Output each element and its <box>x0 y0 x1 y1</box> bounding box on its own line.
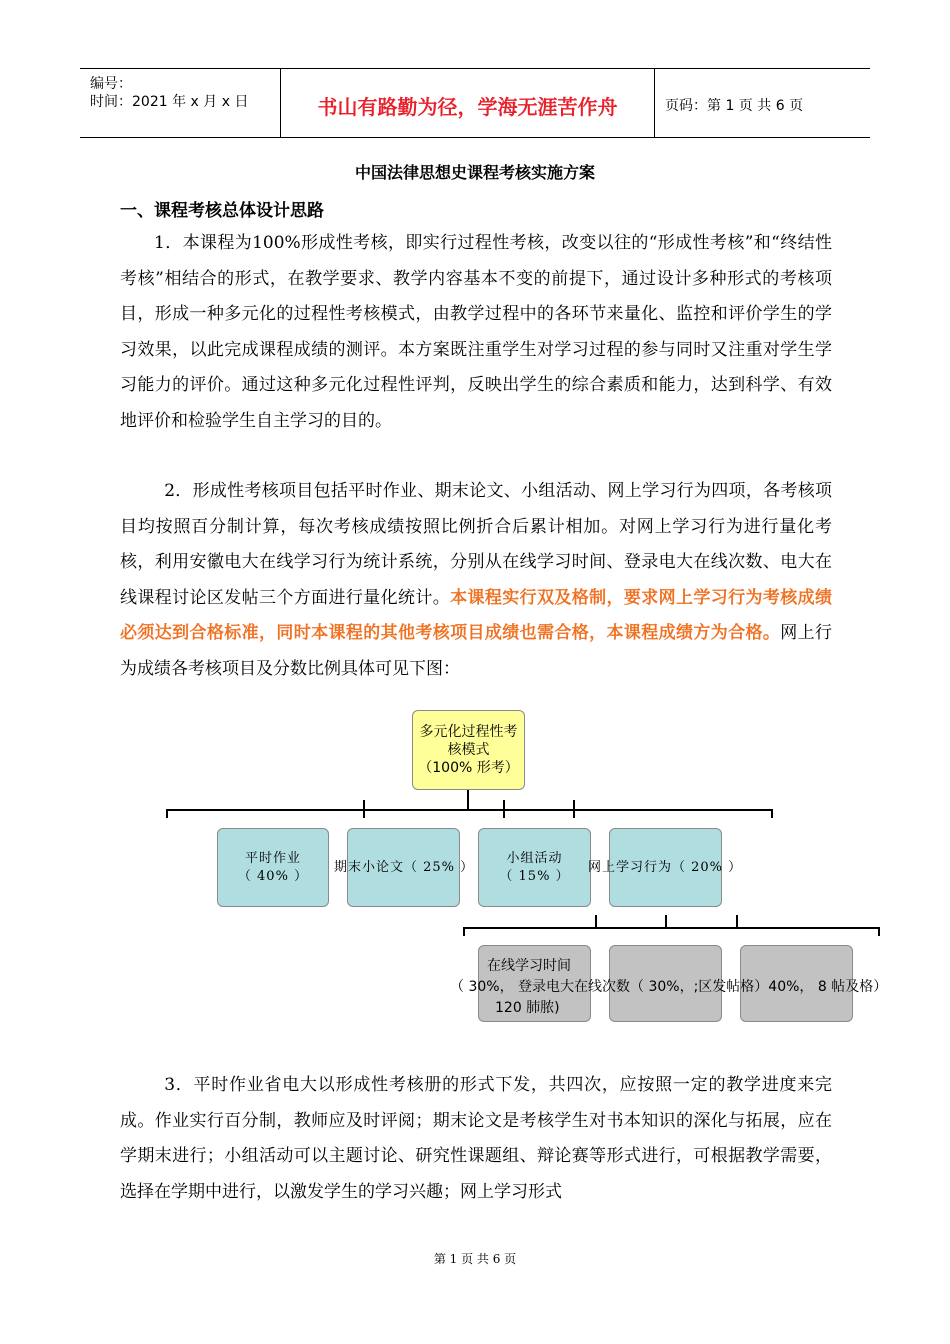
online-time-label-b: 120 肺脓) <box>495 1000 560 1016</box>
connector-tick <box>166 809 168 818</box>
doc-time: 时间：2021 年 x 月 x 日 <box>90 94 249 110</box>
header-meta-cell <box>80 69 281 137</box>
doc-code: 编号： <box>90 76 132 92</box>
connector-tick <box>736 915 738 928</box>
diagram-root-node: 多元化过程性考核模式 （100% 形考） <box>412 710 525 790</box>
header-page-info: 页码：第 1 页 共 6 页 <box>665 98 804 114</box>
node-paper-label: 期末小论文（ 25% ） <box>334 860 475 875</box>
paragraph-2-highlight: 本课程实行双及格制，要求网上学习行为考核成绩必须达到合格标准，同时本课程的其他考核项目成绩也需合格，本课程成绩方为合格。 <box>120 587 832 643</box>
paragraph-2 <box>120 474 832 687</box>
page-header <box>80 68 870 138</box>
connector-level2-bar <box>463 927 880 929</box>
doc-title: 中国法律思想史课程考核实施方案 <box>354 163 595 182</box>
connector-level1-bar <box>166 809 773 811</box>
connector-tick <box>878 927 880 936</box>
online-sub-row-text: （ 30%， 登录电大在线次数（ 30%，;区发帖格）40%， 8 帖及格） <box>450 979 888 995</box>
online-time-label: 在线学习时间 <box>487 958 571 974</box>
connector-tick <box>573 800 575 818</box>
node-homework: 平时作业 （ 40% ） <box>217 828 329 907</box>
node-group-activity: 小组活动 （ 15% ） <box>478 828 591 907</box>
connector-tick <box>463 927 465 936</box>
paragraph-3: 3．平时作业省电大以形成性考核册的形式下发，共四次，应按照一定的教学进度来完成。作业实行百分制，教师应及时评阅；期末论文是考核学生对书本知识的深化与拓展，应在学期末进行；小组活动可以主题讨论、研究性课题组、辩论赛等形式进行，可根据教学需要，选择在学期中进行，以激发学生的学习兴趣；网上学习形式 <box>120 1075 832 1202</box>
node-paper <box>334 828 475 907</box>
connector-tick <box>363 800 365 818</box>
node-online-learning-label: 网上学习行为（ 20% ） <box>588 860 743 875</box>
paragraph-2-text-a: 2．形成性考核项目包括平时作业、期末论文、小组活动、网上学习行为四项，各考核项目均按照百分制计算，每次考核成绩按照比例折合后累计相加。对网上学习行为进行量化考核，利用安徽电大在线学习行为统计系统，分别从在线学习时间、登录电大在线次数、电大在线课程讨论区发帖三个方面进行量化统计。 <box>120 481 832 608</box>
footer-page-number: 第 1 页 共 6 页 <box>433 1252 517 1266</box>
paragraph-1: 1．本课程为100%形成性考核，即实行过程性考核，改变以往的“形成性考核”和“终结性考核”相结合的形式，在教学要求、教学内容基本不变的前提下，通过设计多种形式的考核项目，形成一种多元化的过程性考核模式，由教学过程中的各环节来量化、监控和评价学生的学习效果，以此完成课程成绩的测评。本方案既注重学生对学习过程的参与同时又注重对学生学习能力的评价。通过这种多元化过程性评判，反映出学生的综合素质和能力，达到科学、有效地评价和检验学生自主学习的目的。 <box>120 233 832 431</box>
paragraph-2-text-b: 网上行为成绩各考核项目及分数比例具体可见下图： <box>120 623 832 679</box>
connector-tick <box>595 915 597 928</box>
header-motto-cell <box>281 69 655 137</box>
connector-tick <box>771 809 773 818</box>
connector-tick <box>665 915 667 928</box>
section-heading-1: 一、课程考核总体设计思路 <box>120 201 324 221</box>
connector-tick <box>503 800 505 818</box>
header-motto: 书山有路勤为径，学海无涯苦作舟 <box>317 95 618 119</box>
header-page-cell <box>655 69 870 137</box>
connector-root-stem <box>467 790 469 810</box>
node-online-learning <box>588 828 743 907</box>
